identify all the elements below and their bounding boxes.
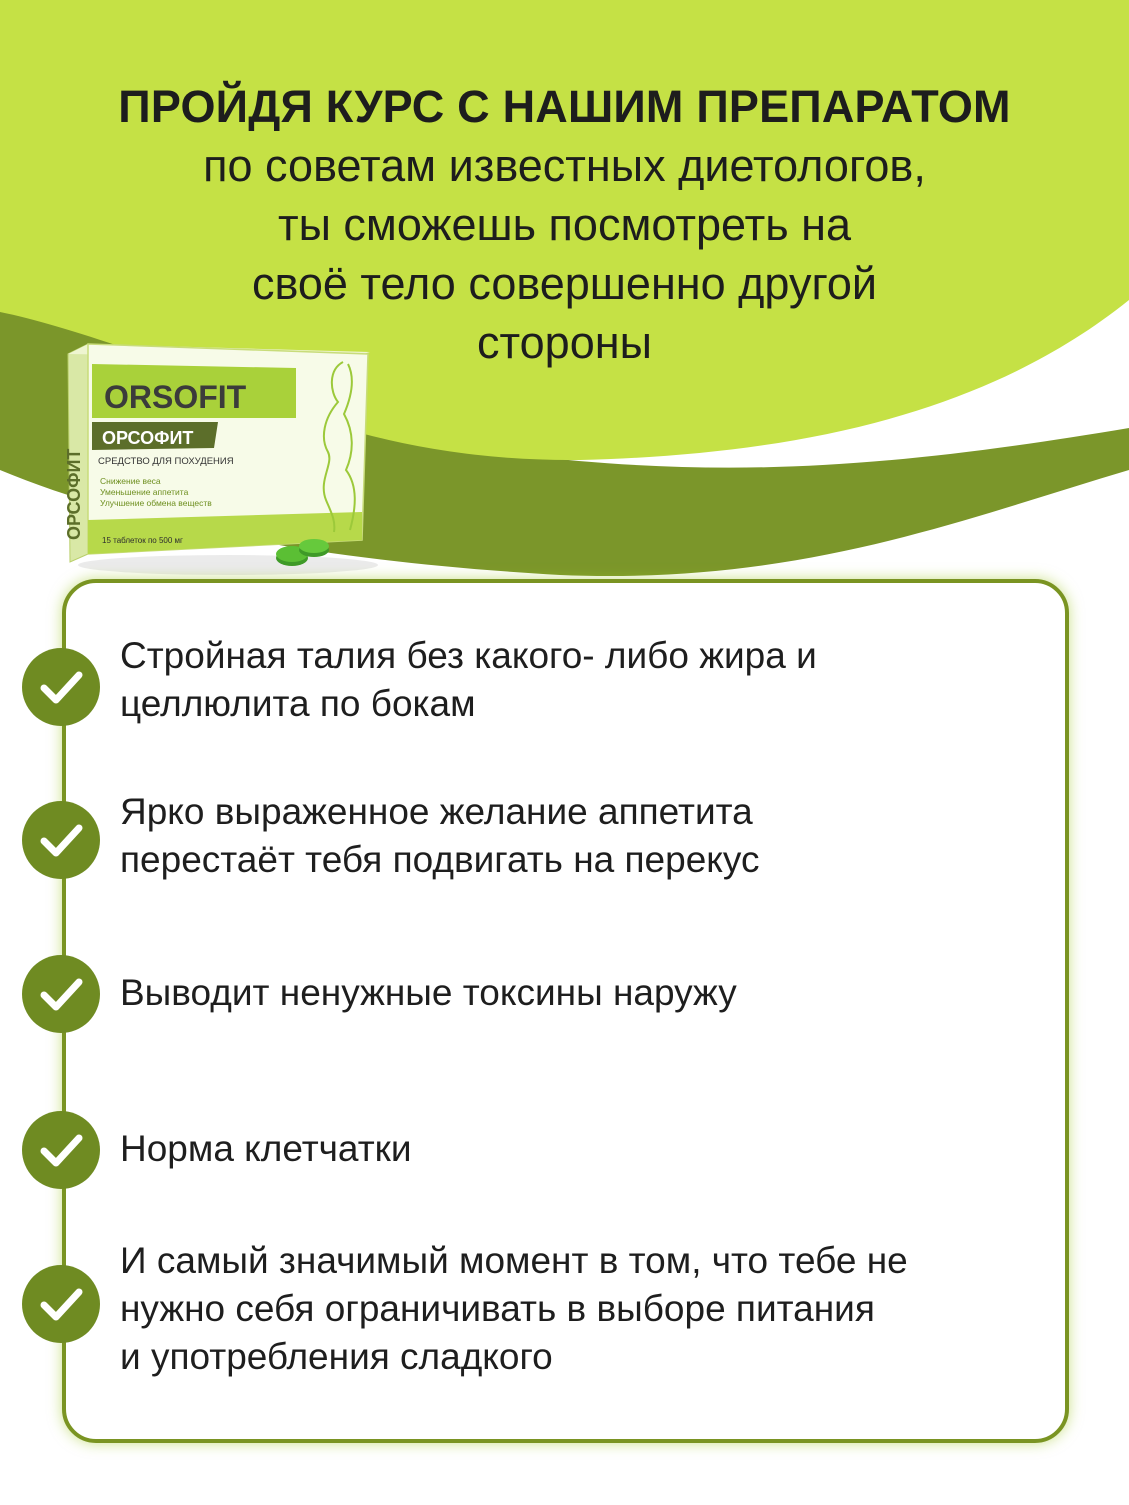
package-brand-cyrillic: ОРСОФИТ xyxy=(102,428,194,448)
headline-line-4: стороны xyxy=(477,317,652,368)
package-feature-2: Уменьшение аппетита xyxy=(100,487,189,497)
benefit-1-line-1: Стройная талия без какого- либо жира и xyxy=(120,635,817,676)
check-icon xyxy=(22,801,100,879)
benefit-text-5 xyxy=(120,1237,1040,1381)
headline xyxy=(0,78,1129,372)
check-icon xyxy=(22,1265,100,1343)
package-dosage: 15 таблеток по 500 мг xyxy=(102,536,183,545)
headline-line-1: по советам известных диетологов, xyxy=(203,140,926,191)
package-feature-3: Улучшение обмена веществ xyxy=(100,498,212,508)
package-brand-latin: ORSOFIT xyxy=(104,379,247,415)
check-icon xyxy=(22,955,100,1033)
headline-bold: ПРОЙДЯ КУРС С НАШИМ ПРЕПАРАТОМ xyxy=(118,81,1011,132)
benefit-5-line-3: и употребления сладкого xyxy=(120,1336,553,1377)
benefit-4-line-1: Норма клетчатки xyxy=(120,1128,412,1169)
package-image xyxy=(58,340,388,580)
benefit-text-2 xyxy=(120,788,1040,884)
check-icon xyxy=(22,1111,100,1189)
benefit-2-line-2: перестаёт тебя подвигать на перекус xyxy=(120,839,760,880)
benefit-text-1 xyxy=(120,632,1040,728)
package-side-label: ОРСОФИТ xyxy=(64,448,84,540)
package-feature-1: Снижение веса xyxy=(100,476,161,486)
benefit-5-line-1: И самый значимый момент в том, что тебе не xyxy=(120,1240,908,1281)
benefit-5-line-2: нужно себя ограничивать в выборе питания xyxy=(120,1288,875,1329)
benefit-1-line-2: целлюлита по бокам xyxy=(120,683,476,724)
benefit-3-line-1: Выводит ненужные токсины наружу xyxy=(120,972,737,1013)
headline-line-2: ты сможешь посмотреть на xyxy=(277,199,852,250)
headline-line-3: своё тело совершенно другой xyxy=(251,258,878,309)
package-subtitle: СРЕДСТВО ДЛЯ ПОХУДЕНИЯ xyxy=(98,456,234,467)
check-icon xyxy=(22,648,100,726)
benefit-text-4 xyxy=(120,1125,1040,1173)
benefit-text-3 xyxy=(120,969,1040,1017)
benefit-2-line-1: Ярко выраженное желание аппетита xyxy=(120,791,753,832)
product-package xyxy=(58,340,388,580)
